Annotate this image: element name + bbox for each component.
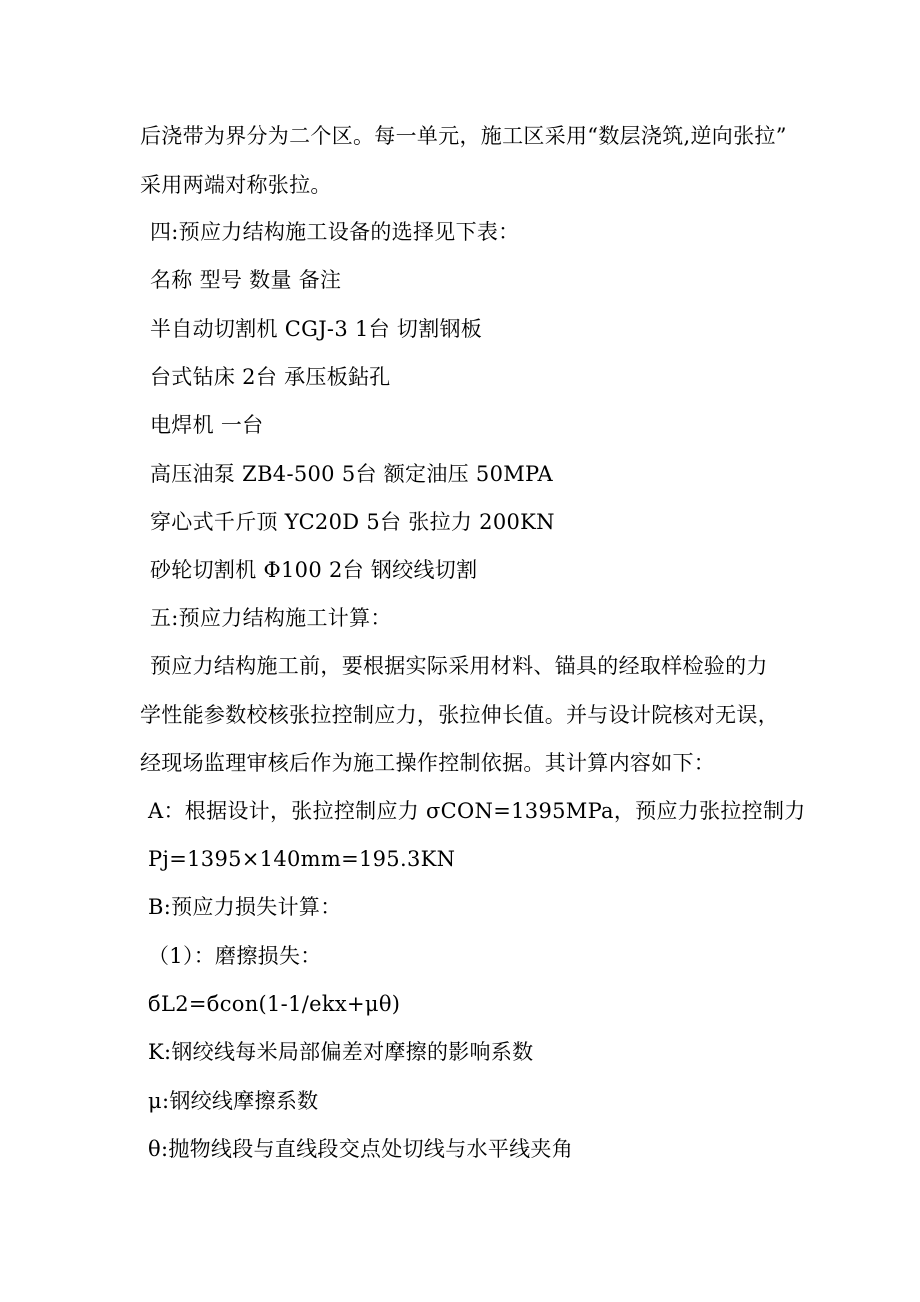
subsection-heading: B:预应力损失计算： [148, 895, 342, 919]
paragraph-line: 经现场监理审核后作为施工操作控制依据。其计算内容如下： [140, 751, 716, 775]
formula-line: A：根据设计，张拉控制应力 σCON=1395MPa，预应力张拉控制力 [148, 799, 806, 823]
equipment-row: 砂轮切割机 Φ100 2台 钢绞线切割 [150, 558, 478, 582]
table-header-row: 名称 型号 数量 备注 [150, 268, 342, 292]
formula-line: Pj=1395×140mm=195.3KN [148, 847, 456, 871]
equipment-row: 电焊机 一台 [150, 413, 264, 437]
equipment-row: 半自动切割机 CGJ-3 1台 切割钢板 [150, 317, 483, 341]
definition-line: K:钢绞线每米局部偏差对摩擦的影响系数 [148, 1040, 534, 1064]
subsection-heading: （1）：磨擦损失： [148, 944, 322, 968]
paragraph-line: 学性能参数校核张拉控制应力，张拉伸长值。并与设计院核对无误， [140, 703, 779, 727]
equipment-row: 穿心式千斤顶 YC20D 5台 张拉力 200KN [150, 510, 555, 534]
equipment-row: 台式钻床 2台 承压板鉆孔 [150, 365, 391, 389]
paragraph-line: 采用两端对称张拉。 [140, 173, 332, 197]
section-heading: 四:预应力结构施工设备的选择见下表： [150, 220, 520, 244]
definition-line: θ:抛物线段与直线段交点处切线与水平线夹角 [148, 1137, 574, 1161]
formula-line: бL2=бcon(1-1/ekx+μθ) [148, 992, 401, 1016]
paragraph-line: 后浇带为界分为二个区。每一单元，施工区采用“数层浇筑,逆向张拉” [140, 124, 787, 148]
definition-line: μ:钢绞线摩擦系数 [148, 1089, 319, 1113]
equipment-row: 高压油泵 ZB4-500 5台 额定油压 50MPA [150, 462, 554, 486]
paragraph-line: 预应力结构施工前，要根据实际采用材料、锚具的经取样检验的力 [150, 654, 768, 678]
section-heading: 五:预应力结构施工计算： [150, 606, 392, 630]
